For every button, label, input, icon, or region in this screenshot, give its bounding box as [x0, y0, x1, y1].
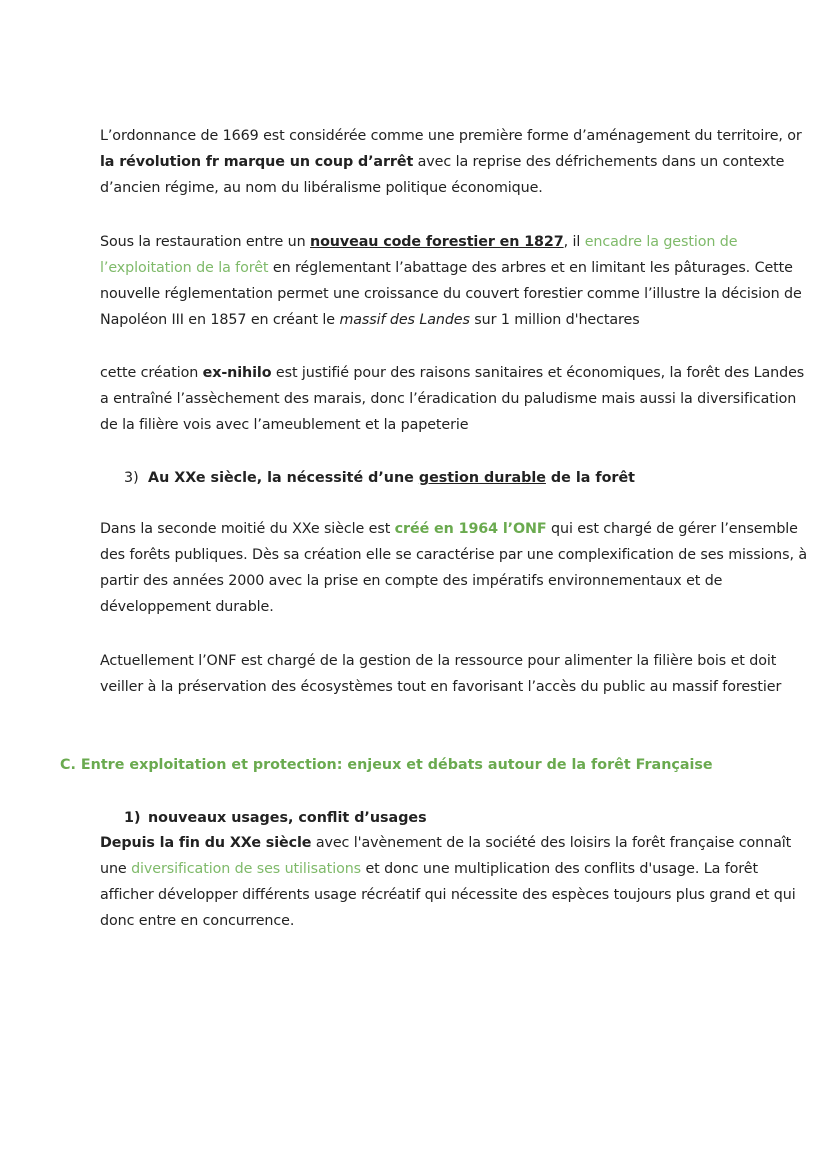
paragraph-onf-actuellement: Actuellement l’ONF est chargé de la gestion de la ressource pour alimenter la filière bois et doit veiller à la préservation des écosystèmes tout en favorisant l’accès du public au massif forestier	[100, 653, 782, 695]
section-heading-c: C. Entre exploitation et protection: enjeux et débats autour de la forêt Française	[60, 757, 713, 773]
paragraph-onf-creation: Dans la seconde moitié du XXe siècle est créé en 1964 l’ONF qui est chargé de gérer l’ensemble des forêts publiques. Dès sa création elle se caractérise par une complexification de ses missions, à partir des années 2000 avec la prise en compte des impératifs environnementaux et de développement durable.	[100, 521, 807, 615]
paragraph-nouveaux-usages: Depuis la fin du XXe siècle avec l'avènement de la société des loisirs la forêt française connaît une diversification de ses utilisations et donc une multiplication des conflits d'usage. La forêt afficher développer différents usage récréatif qui nécessite des espèces toujours plus grand et qui donc entre en concurrence.	[100, 835, 796, 929]
paragraph-ordonnance-1669: L’ordonnance de 1669 est considérée comme une première forme d’aménagement du territoire, or la révolution fr marque un coup d’arrêt avec la reprise des défrichements dans un contexte d’ancien régime, au nom du libéralisme politique économique.	[100, 128, 802, 196]
paragraph-ex-nihilo: cette création ex-nihilo est justifié pour des raisons sanitaires et économiques, la forêt des Landes a entraîné l’assèchement des marais, donc l’éradication du paludisme mais aussi la diversification de la filière vois avec l’ameublement et la papeterie	[100, 365, 805, 433]
section-heading-3: 3) Au XXe siècle, la nécessité d’une gestion durable de la forêt	[124, 470, 635, 486]
subsection-heading-1: 1) nouveaux usages, conflit d’usages	[124, 810, 427, 826]
paragraph-restauration: Sous la restauration entre un nouveau code forestier en 1827, il encadre la gestion de l’exploitation de la forêt en réglementant l’abattage des arbres et en limitant les pâturages. Cette nouvelle réglementation permet une croissance du couvert forestier comme l’illustre la décision de Napoléon III en 1857 en créant le massif des Landes sur 1 million d'hectares	[100, 234, 802, 328]
